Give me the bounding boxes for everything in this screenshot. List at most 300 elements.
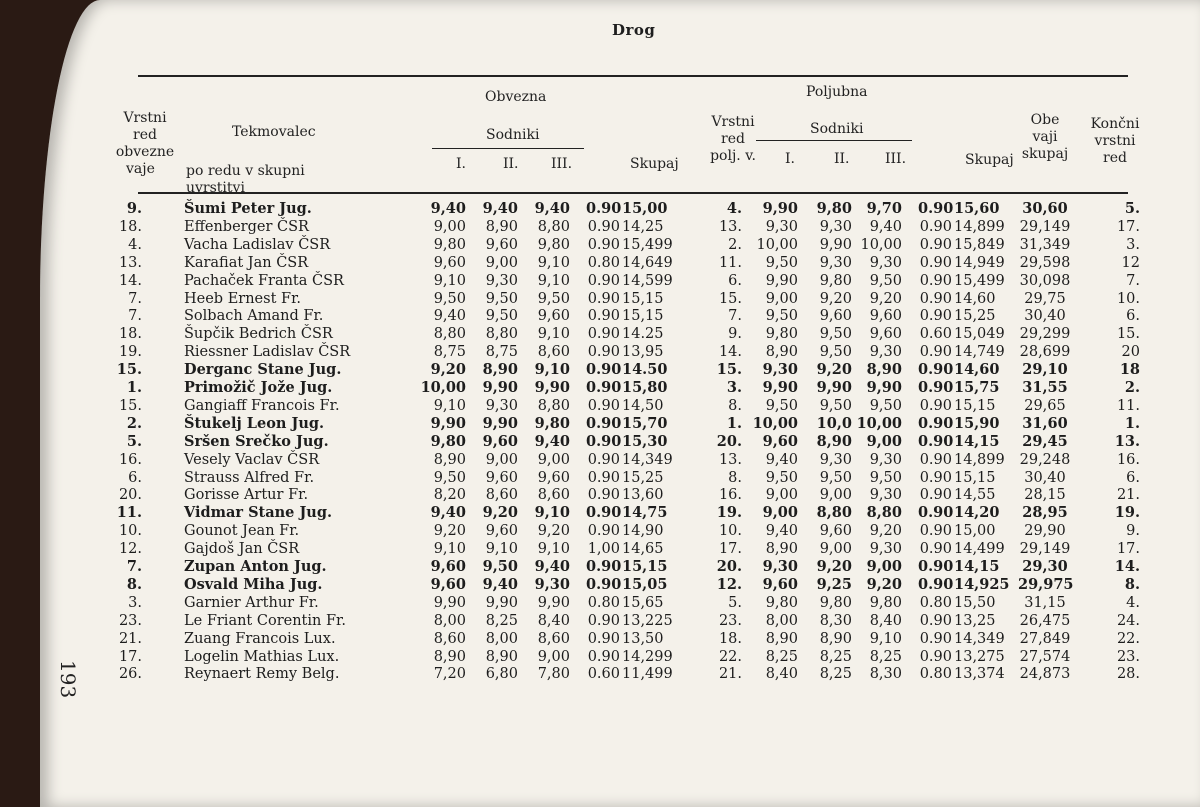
cell-p3: 9,80 [869,594,902,611]
cell-r1: 15. [116,361,142,379]
cell-pr: 9. [728,326,742,343]
cell-od: 0.90 [586,558,622,575]
cell-pr: 10. [718,523,742,540]
cell-od: 0.90 [586,504,622,522]
cell-o1: 8,20 [433,487,466,504]
cell-ps: 13,374 [954,666,1005,683]
cell-p1: 9,80 [765,594,798,611]
cell-o2: 8,90 [485,218,518,235]
header-tekmovalec: Tekmovalec [232,124,316,140]
cell-fin: 4. [1126,594,1140,611]
cell-o2: 9,40 [482,575,518,593]
cell-pr: 1. [726,414,742,432]
cell-p3: 9,40 [869,218,902,235]
cell-o2: 9,90 [482,379,518,396]
cell-pr: 11. [718,254,742,271]
cell-p1: 9,90 [762,200,798,217]
cell-o1: 9,10 [433,397,466,414]
cell-tot: 29,65 [1024,397,1066,414]
cell-od: 0.90 [586,361,622,379]
cell-o2: 8,75 [485,344,518,361]
cell-pr: 7. [728,308,742,325]
cell-ps: 15,15 [954,469,996,486]
cell-name: Šupčik Bedrich ČSR [184,326,333,343]
cell-pd: 0.90 [919,523,952,540]
table-row [0,451,1200,469]
cell-o3: 7,80 [537,666,570,683]
cell-o3: 9,00 [537,648,570,665]
cell-r1: 6. [128,469,142,486]
cell-r1: 14. [118,272,142,289]
cell-p1: 8,25 [765,648,798,665]
cell-od: 0.90 [587,397,620,414]
cell-tot: 30,40 [1024,308,1066,325]
cell-pr: 20. [716,432,742,450]
cell-pr: 20. [716,558,742,575]
cell-p3: 9,30 [869,254,902,271]
cell-name: Osvald Miha Jug. [184,575,323,593]
cell-o2: 9,50 [482,558,518,575]
cell-os: 14,65 [622,541,664,558]
cell-o1: 9,40 [430,200,466,217]
cell-o2: 9,30 [485,272,518,289]
cell-r1: 13. [118,254,142,271]
cell-name: Zuang Francois Lux. [184,630,336,647]
cell-pr: 14. [718,344,742,361]
cell-os: 14,649 [622,254,673,271]
cell-o3: 8,60 [537,630,570,647]
cell-o1: 9,90 [433,594,466,611]
cell-p2: 9,20 [819,290,852,307]
cell-od: 0.90 [587,487,620,504]
cell-p3: 9,90 [866,379,902,396]
cell-fin: 23. [1116,648,1140,665]
cell-r1: 3. [128,594,142,611]
cell-pd: 0.90 [919,487,952,504]
cell-tot: 27,849 [1019,630,1071,647]
cell-pr: 22. [718,648,742,665]
cell-pr: 6. [728,272,742,289]
cell-od: 0.90 [587,290,620,307]
cell-p3: 9,30 [869,344,902,361]
cell-o3: 9,10 [537,326,570,343]
cell-p2: 9,80 [816,200,852,217]
cell-fin: 6. [1126,469,1140,486]
cell-fin: 12 [1121,254,1140,271]
cell-ps: 13,275 [954,648,1005,665]
cell-o2: 9,60 [485,236,518,253]
cell-fin: 9. [1126,523,1140,540]
cell-fin: 15. [1116,326,1140,343]
cell-fin: 10. [1116,290,1140,307]
cell-pd: 0.90 [919,648,952,665]
cell-pr: 18. [718,630,742,647]
cell-pd: 0.80 [919,594,952,611]
cell-p2: 9,90 [816,379,852,396]
cell-name: Vesely Vaclav ČSR [184,451,320,468]
cell-o1: 9,60 [430,558,466,575]
cell-tot: 28,15 [1024,487,1066,504]
cell-pd: 0.90 [918,432,954,450]
cell-p3: 9,30 [869,487,902,504]
cell-od: 0.90 [586,200,622,217]
cell-ps: 15,499 [954,272,1005,289]
cell-o2: 9,60 [482,432,518,450]
cell-r1: 9. [126,200,142,217]
cell-o1: 9,40 [430,504,466,522]
cell-p2: 9,90 [819,236,852,253]
cell-r1: 7. [128,290,142,307]
cell-o3: 9,30 [534,575,570,593]
cell-fin: 17. [1116,218,1140,235]
cell-p3: 9,00 [866,558,902,575]
cell-pd: 0.90 [919,451,952,468]
cell-os: 13,50 [622,630,664,647]
cell-p3: 9,60 [869,326,902,343]
cell-o2: 8,80 [485,326,518,343]
cell-name: Primožič Jože Jug. [184,379,333,396]
cell-name: Reynaert Remy Belg. [184,666,340,683]
cell-tot: 29,10 [1022,361,1068,379]
cell-o3: 9,10 [537,272,570,289]
table-row [0,665,1200,683]
cell-tot: 24,873 [1019,666,1071,683]
cell-os: 14,25 [622,218,664,235]
cell-ps: 15,25 [954,308,996,325]
cell-tot: 31,349 [1019,236,1071,253]
header-vrstni-red-polj: Vrstni red polj. v. [710,114,756,164]
cell-tot: 28,95 [1022,504,1068,522]
cell-p2: 8,90 [816,432,852,450]
cell-fin: 16. [1116,451,1140,468]
cell-fin: 1. [1124,414,1140,432]
cell-o3: 8,40 [537,612,570,629]
cell-p1: 8,00 [765,612,798,629]
header-sodniki-obvezna: Sodniki [486,127,540,143]
cell-ps: 14,15 [954,432,1000,450]
cell-o2: 9,50 [485,308,518,325]
cell-o3: 9,00 [537,451,570,468]
cell-p2: 9,50 [819,397,852,414]
cell-ps: 14,899 [954,451,1005,468]
cell-tot: 31,60 [1022,414,1068,432]
cell-o2: 9,00 [485,254,518,271]
cell-fin: 21. [1116,487,1140,504]
cell-pr: 15. [718,290,742,307]
header-judge-2-poljubna: II. [834,151,850,167]
cell-name: Gajdoš Jan ČSR [184,541,300,558]
table-row [0,254,1200,272]
cell-pr: 2. [728,236,742,253]
cell-ps: 13,25 [954,612,996,629]
cell-name: Strauss Alfred Fr. [184,469,315,486]
cell-tot: 29,598 [1019,254,1071,271]
cell-p2: 9,00 [819,487,852,504]
cell-o2: 9,30 [485,397,518,414]
table-row [0,218,1200,236]
cell-o3: 9,20 [537,523,570,540]
cell-o3: 9,50 [537,290,570,307]
cell-pr: 8. [728,397,742,414]
cell-tot: 30,098 [1019,272,1071,289]
cell-r1: 10. [118,523,142,540]
table-row [0,272,1200,290]
cell-fin: 24. [1116,612,1140,629]
cell-o3: 9,90 [534,379,570,396]
cell-tot: 26,475 [1019,612,1071,629]
table-row [0,522,1200,540]
cell-p2: 8,90 [819,630,852,647]
cell-pr: 3. [726,379,742,396]
header-judge-1-obvezna: I. [456,156,466,172]
cell-o1: 9,00 [433,218,466,235]
cell-name: Derganc Stane Jug. [184,361,342,379]
cell-os: 15,80 [622,379,668,396]
table-row [0,469,1200,487]
cell-od: 0.90 [586,414,622,432]
cell-p1: 9,90 [762,379,798,396]
cell-pd: 0.90 [919,290,952,307]
cell-p3: 8,80 [866,504,902,522]
cell-p1: 9,00 [765,290,798,307]
header-po-redu: po redu v skupni uvrstitvi [186,163,305,196]
cell-p3: 10,00 [856,414,902,432]
cell-p1: 9,50 [765,469,798,486]
cell-r1: 7. [126,558,142,575]
table-row [0,594,1200,612]
cell-od: 0.90 [586,432,622,450]
cell-o2: 8,60 [485,487,518,504]
cell-os: 14,90 [622,523,664,540]
cell-name: Gounot Jean Fr. [184,523,300,540]
cell-p2: 9,80 [819,594,852,611]
cell-tot: 29,149 [1019,541,1071,558]
cell-name: Le Friant Corentin Fr. [184,612,346,629]
cell-p2: 9,50 [819,326,852,343]
cell-fin: 7. [1126,272,1140,289]
cell-p3: 8,90 [866,361,902,379]
cell-pd: 0.90 [919,469,952,486]
cell-name: Riessner Ladislav ČSR [184,344,351,361]
cell-pr: 23. [718,612,742,629]
cell-os: 14.50 [622,361,668,379]
table-row [0,486,1200,504]
cell-o3: 8,80 [537,218,570,235]
cell-p1: 8,90 [765,541,798,558]
cell-tot: 29,45 [1022,432,1068,450]
cell-od: 0.90 [586,575,622,593]
cell-tot: 29,149 [1019,218,1071,235]
cell-r1: 18. [118,326,142,343]
cell-pr: 13. [718,451,742,468]
cell-od: 0.90 [587,218,620,235]
cell-od: 0.90 [587,272,620,289]
cell-p2: 8,25 [819,648,852,665]
cell-ps: 15,15 [954,397,996,414]
cell-p1: 9,50 [765,308,798,325]
cell-ps: 15,049 [954,326,1005,343]
cell-pd: 0.80 [919,666,952,683]
cell-pr: 5. [728,594,742,611]
cell-p3: 10,00 [860,236,902,253]
cell-o1: 9,60 [433,254,466,271]
cell-o2: 9,90 [482,414,518,432]
cell-tot: 30,40 [1024,469,1066,486]
cell-p3: 9,70 [866,200,902,217]
cell-o3: 9,10 [534,361,570,379]
table-row [0,504,1200,522]
cell-p3: 9,50 [869,272,902,289]
cell-o1: 7,20 [433,666,466,683]
cell-os: 15,15 [622,308,664,325]
cell-r1: 18. [118,218,142,235]
cell-ps: 15,50 [954,594,996,611]
cell-ps: 14,899 [954,218,1005,235]
cell-p3: 9,20 [869,523,902,540]
page-number: 193 [56,660,80,699]
cell-o3: 9,60 [537,308,570,325]
cell-fin: 2. [1124,379,1140,396]
cell-od: 0.90 [587,326,620,343]
cell-p3: 9,00 [866,432,902,450]
cell-os: 14,349 [622,451,673,468]
cell-o3: 9,40 [534,200,570,217]
cell-o2: 9,00 [485,451,518,468]
cell-o1: 9,60 [430,575,466,593]
cell-p2: 9,20 [816,361,852,379]
cell-os: 14,299 [622,648,673,665]
cell-o2: 9,20 [482,504,518,522]
cell-p2: 9,30 [819,254,852,271]
cell-name: Pachaček Franta ČSR [184,272,344,289]
cell-o3: 8,80 [537,397,570,414]
table-row [0,325,1200,343]
cell-p3: 9,10 [869,630,902,647]
cell-fin: 20 [1121,344,1140,361]
cell-od: 0.60 [587,666,620,683]
top-rule [138,75,1128,77]
cell-p2: 9,60 [819,308,852,325]
cell-o1: 9,20 [433,523,466,540]
cell-name: Vidmar Stane Jug. [184,504,333,522]
cell-p3: 8,30 [869,666,902,683]
cell-p2: 9,20 [816,558,852,575]
cell-tot: 29,248 [1019,451,1071,468]
cell-pr: 13. [718,218,742,235]
cell-pd: 0.90 [919,612,952,629]
cell-name: Garnier Arthur Fr. [184,594,319,611]
cell-pd: 0.90 [918,575,954,593]
page-title: Drog [612,21,656,39]
cell-p2: 8,25 [819,666,852,683]
cell-p2: 9,25 [816,575,852,593]
cell-os: 15,15 [622,558,668,575]
cell-o3: 9,90 [537,594,570,611]
cell-pr: 4. [726,200,742,217]
cell-o1: 9,20 [430,361,466,379]
cell-o1: 9,10 [433,272,466,289]
cell-r1: 11. [116,504,142,522]
cell-name: Solbach Amand Fr. [184,308,324,325]
cell-os: 13,60 [622,487,664,504]
cell-r1: 12. [118,541,142,558]
cell-fin: 17. [1116,541,1140,558]
poljubna-sodniki-rule [756,140,912,141]
cell-ps: 14,15 [954,558,1000,575]
cell-name: Gorisse Artur Fr. [184,487,309,504]
cell-p1: 9,40 [765,523,798,540]
cell-od: 0.90 [587,451,620,468]
cell-r1: 16. [118,451,142,468]
cell-pd: 0.90 [919,218,952,235]
cell-o1: 10,00 [420,379,466,396]
cell-ps: 14,349 [954,630,1005,647]
cell-o2: 9,10 [485,541,518,558]
table-row [0,290,1200,308]
cell-r1: 8. [126,575,142,593]
cell-ps: 14,20 [954,504,1000,522]
cell-os: 13,95 [622,344,664,361]
cell-p1: 8,90 [765,630,798,647]
table-row [0,558,1200,576]
cell-p2: 9,00 [819,541,852,558]
cell-ps: 15,90 [954,414,1000,432]
cell-name: Vacha Ladislav ČSR [184,236,331,253]
cell-p1: 8,90 [765,344,798,361]
cell-os: 14,50 [622,397,664,414]
cell-r1: 15. [118,397,142,414]
cell-pr: 21. [718,666,742,683]
cell-pr: 19. [716,504,742,522]
cell-pd: 0.90 [919,397,952,414]
header-skupaj-obvezna: Skupaj [630,156,679,172]
cell-od: 0.90 [587,308,620,325]
cell-name: Gangiaff Francois Fr. [184,397,340,414]
cell-pd: 0.90 [918,504,954,522]
cell-o1: 9,40 [433,308,466,325]
cell-o2: 8,00 [485,630,518,647]
cell-o1: 9,10 [433,541,466,558]
cell-od: 0.90 [587,469,620,486]
header-skupaj-poljubna: Skupaj [965,152,1014,168]
cell-r1: 23. [118,612,142,629]
cell-o2: 9,90 [485,594,518,611]
cell-p2: 10,0 [816,414,852,432]
cell-o3: 9,10 [537,541,570,558]
cell-os: 15,70 [622,414,668,432]
cell-o3: 9,80 [534,414,570,432]
cell-ps: 14,60 [954,290,996,307]
cell-od: 0.90 [587,612,620,629]
cell-pr: 17. [718,541,742,558]
cell-pd: 0.90 [919,254,952,271]
cell-pd: 0.90 [919,344,952,361]
cell-p3: 9,30 [869,451,902,468]
cell-o2: 8,90 [482,361,518,379]
obvezna-sodniki-rule [432,148,584,149]
cell-o2: 6,80 [485,666,518,683]
cell-pd: 0.90 [919,308,952,325]
cell-ps: 15,75 [954,379,1000,396]
cell-od: 1,00 [587,541,620,558]
cell-tot: 31,15 [1024,594,1066,611]
cell-p2: 9,50 [819,344,852,361]
cell-tot: 31,55 [1022,379,1068,396]
table-row [0,397,1200,415]
cell-o3: 9,10 [534,504,570,522]
cell-fin: 8. [1124,575,1140,593]
cell-os: 13,225 [622,612,673,629]
